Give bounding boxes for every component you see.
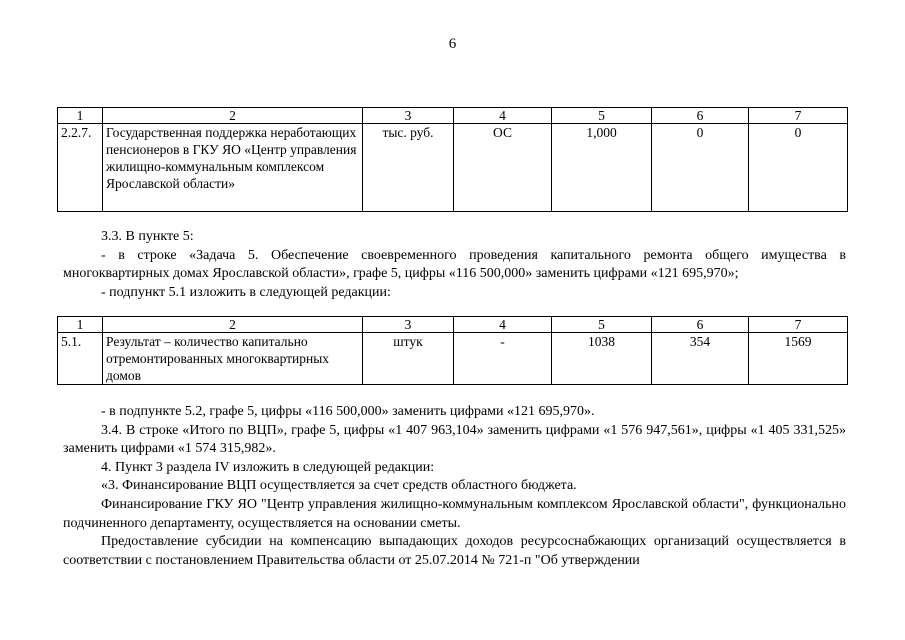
paragraph: - подпункт 5.1 изложить в следующей редакции:: [101, 284, 391, 300]
amendment-table-1: [57, 107, 848, 212]
header-cell: 3: [363, 317, 454, 333]
paragraph: 4. Пункт 3 раздела IV изложить в следующей редакции:: [101, 459, 435, 475]
paragraph: 3.3. В пункте 5:: [101, 229, 194, 244]
header-cell: 7: [749, 317, 848, 333]
header-cell: 2: [103, 317, 363, 333]
unit-cell: штук: [363, 333, 454, 385]
header-cell: 6: [652, 108, 749, 124]
paragraph: - в подпункте 5.2, графе 5, цифры «116 500,000» заменить цифрами «121 695,970».: [101, 404, 595, 419]
table-header-row: [58, 108, 848, 124]
header-cell: 2: [103, 108, 363, 124]
source-cell: -: [454, 333, 552, 385]
paragraph: Предоставление субсидии на компенсацию выпадающих доходов ресурсоснабжающих организаций осуществляется в соответствии с постановлением Правительства области от 25.07.2014 № 721-п "Об утверждении: [63, 534, 846, 568]
header-cell: 3: [363, 108, 454, 124]
header-cell: 7: [749, 108, 848, 124]
unit-cell: тыс. руб.: [363, 124, 454, 212]
value-cell: 1,000: [552, 124, 652, 212]
value-cell: 0: [749, 124, 848, 212]
paragraph: 3.4. В строке «Итого по ВЦП», графе 5, цифры «1 407 963,104» заменить цифрами «1 576 947,561», цифры «1 405 331,525» заменить цифрами «1 574 315,982».: [63, 422, 846, 457]
header-cell: 5: [552, 317, 652, 333]
value-cell: 0: [652, 124, 749, 212]
table-header-row: [58, 317, 848, 333]
row-name-cell: Результат – количество капитально отремонтированных многоквартирных домов: [103, 333, 363, 385]
header-cell: 4: [454, 108, 552, 124]
paragraph: Финансирование ГКУ ЯО "Центр управления жилищно-коммунальным комплексом Ярославской области", функционально подчиненного департаменту, осуществляется на основании сметы.: [63, 496, 846, 531]
header-cell: 1: [58, 108, 103, 124]
source-cell: ОС: [454, 124, 552, 212]
header-cell: 5: [552, 108, 652, 124]
header-cell: 4: [454, 317, 552, 333]
row-number-cell: 5.1.: [58, 333, 103, 385]
paragraph: - в строке «Задача 5. Обеспечение своевременного проведения капитального ремонта общего имущества в многоквартирных домах Ярославской области», графе 5, цифры «116 500,000» заменить цифрами «121 695,970»;: [63, 247, 846, 282]
row-name-cell: Государственная поддержка неработающих пенсионеров в ГКУ ЯО «Центр управления жилищно-коммунальным комплексом Ярославской области»: [103, 124, 363, 212]
page-number: 6: [448, 36, 457, 52]
amendment-text-2: [63, 403, 846, 570]
value-cell: 1038: [552, 333, 652, 385]
header-cell: 6: [652, 317, 749, 333]
paragraph: «3. Финансирование ВЦП осуществляется за счет средств областного бюджета.: [101, 478, 577, 494]
table-row: [58, 124, 848, 212]
table-row: [58, 333, 848, 385]
value-cell: 354: [652, 333, 749, 385]
amendment-text-1: [63, 228, 846, 302]
header-cell: 1: [58, 317, 103, 333]
value-cell: 1569: [749, 333, 848, 385]
row-number-cell: 2.2.7.: [58, 124, 103, 212]
amendment-table-2: [57, 316, 848, 385]
